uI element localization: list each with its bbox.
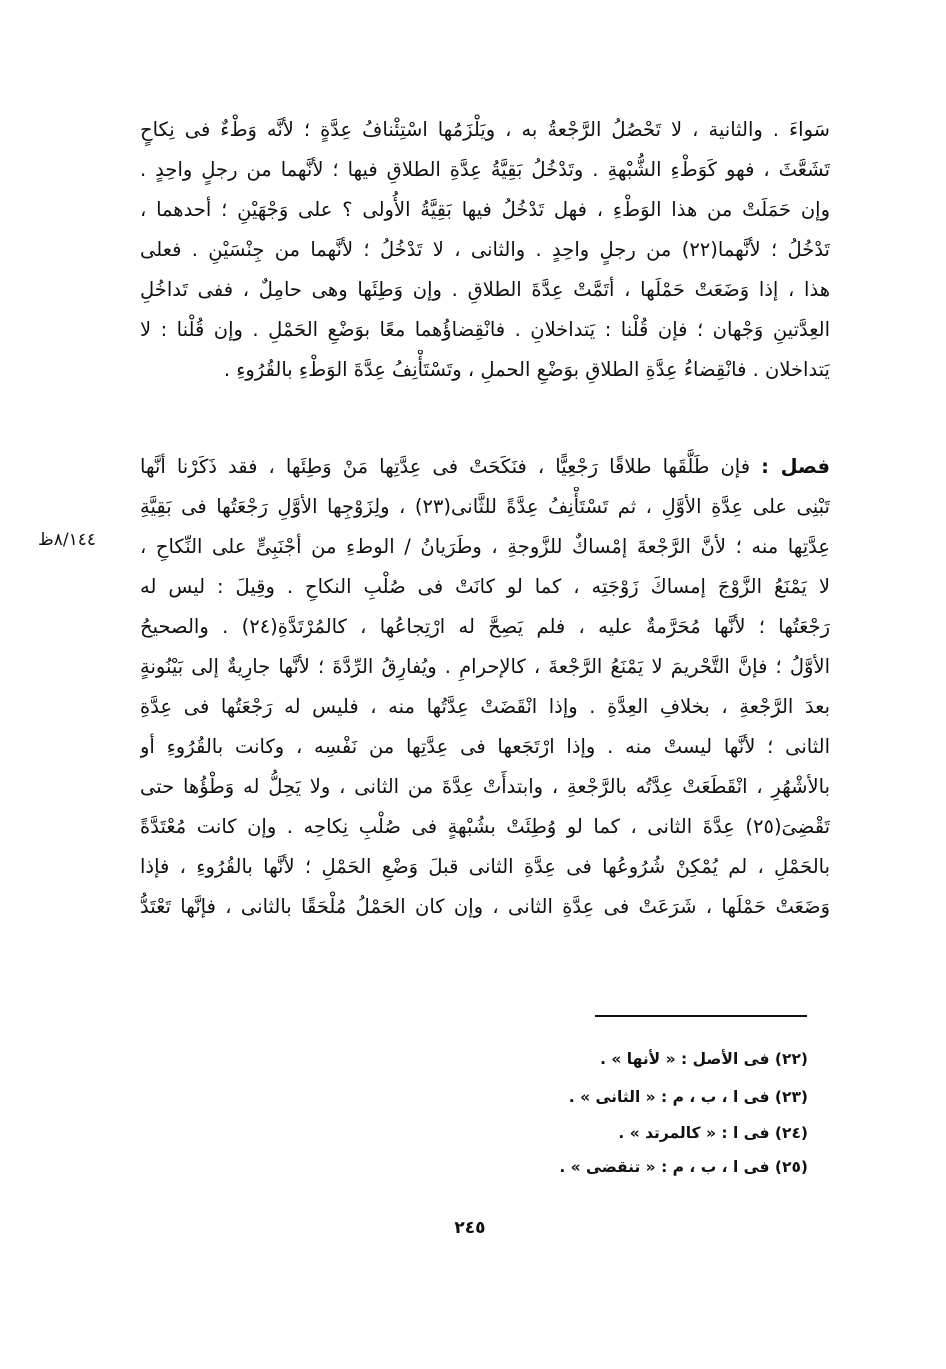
text-line: يَتداخلان . فانْقِضاءُ عِدَّةِ الطلاقِ بوَضْعِ الحملِ ، وتَسْتَأْنِفُ عِدَّةَ الوَطْءِ بالقُرُوءِ .	[223, 358, 830, 381]
margin-reference: ٨/١٤٤ظ	[38, 530, 96, 550]
footnote: (٢٥) فى ا ، ب ، م : « تنقضى » .	[559, 1158, 808, 1176]
text-line: الثانى ؛ لأنَّها ليستْ منه . وإذا ارْتَجَعها فى عِدَّتِها من نَفْسِه ، وكانت بالقُرُوءِ أو	[140, 735, 830, 758]
text-line: سَواءَ . والثانية ، لا تَحْصُلُ الرَّجْعةُ به ، ويَلْزَمُها اسْتِئْنافُ عِدَّةٍ ؛ لأنَّه وَطْءٌ فى نِكاحٍ	[140, 118, 830, 141]
text-line: بالأشْهُرِ ، انْقَطَعَتْ عِدَّتُه بالرَّجْعةِ ، وابتدأَتْ عِدَّةَ من الثانى ، ولا يَحِلُّ له وَطْؤُها حتى	[140, 775, 830, 798]
text-line	[140, 447, 830, 487]
text-line: تَدْخُلُ ؛ لأنَّهما(٢٢) من رجلٍ واحِدٍ . والثانى ، لا تَدْخُلُ ؛ لأنَّهما من جِنْسَيْنِ . فعلى	[140, 238, 830, 261]
section-label: فصل :	[761, 455, 830, 478]
text-line: بعدَ الرَّجْعةِ ، بخلافِ العِدَّةِ . وإذا انْقَضَتْ عِدَّتُها منه ، فليس له رَجْعَتُها فى عِدَّةِ	[140, 695, 830, 718]
text-line: هذا ، إذا وَضَعَتْ حَمْلَها ، أتَمَّتْ عِدَّةَ الطلاقِ . وإن وَطِئَها وهى حامِلٌ ، ففى تَداخُلِ	[140, 278, 830, 301]
text-line: وَضَعَتْ حَمْلَها ، شَرَعَتْ فى عِدَّةِ الثانى ، وإن كان الحَمْلُ مُلْحَقًا بالثانى ، فإنَّها تَعْتَدُّ	[140, 895, 830, 918]
footnote: (٢٤) فى ا : « كالمرتد » .	[618, 1124, 808, 1142]
text-line: وإن حَمَلَتْ من هذا الوَطْءِ ، فهل تَدْخُلُ فيها بَقِيَّةُ الأُولى ؟ على وَجْهَيْنِ ؛ أحدهما ،	[140, 198, 830, 221]
text-line: الأوَّلُ ؛ فإنَّ التَّحْريمَ لا يَمْنَعُ الرَّجْعةَ ، كالإحرامِ . ويُفارِقُ الرِّدَّةَ ؛ لأنَّها جارِيةٌ إلى بَيْنُونةٍ	[140, 655, 830, 678]
text-line: بالحَمْلِ ، لم يُمْكِنْ شُرُوعُها فى عِدَّةِ الثانى قبلَ وَضْعِ الحَمْلِ ؛ لأنَّها بالقُرُوءِ ، فإذا	[140, 855, 830, 878]
text-line: رَجْعَتُها ؛ لأنَّها مُحَرَّمةٌ عليه ، فلم يَصِحَّ له ارْتِجاعُها ، كالمُرْتَدَّةِ(٢٤) . والصحيحُ	[140, 615, 830, 638]
text-line: عِدَّتِها منه ؛ لأنَّ الرَّجْعةَ إمْساكٌ للزَّوجةِ ، وطَرَيانُ / الوطءِ من أجْنَبِىٍّ على النِّكاحِ ،	[140, 535, 830, 558]
text-line: العِدَّتينِ وَجْهان ؛ فإن قُلْنا : يَتداخلانِ . فانْقِضاؤُهما معًا بوَضْعِ الحَمْلِ . وإن قُلْنا : لا	[140, 318, 830, 341]
text-line: تَقْضِىَ(٢٥) عِدَّةَ الثانى ، كما لو وُطِئَتْ بشُبْهةٍ فى صُلْبِ نِكاحِه . وإن كانت مُعْتَدَّةً	[140, 815, 830, 838]
footnote: (٢٢) فى الأصل : « لأنها » .	[600, 1050, 808, 1068]
footnote: (٢٣) فى ا ، ب ، م : « الثانى » .	[568, 1088, 808, 1106]
text-line: تَشَعَّثَ ، فهو كَوَطْءِ الشُّبْهةِ . وتَدْخُلُ بَقِيَّةُ عِدَّةِ الطلاقِ فيها ؛ لأنَّهما من رجلٍ واحِدٍ .	[140, 158, 830, 181]
text-span: فإن طَلَّقَها طلاقًا رَجْعِيًّا ، فنَكَحَتْ فى عِدَّتِها مَنْ وَطِئَها ، فقد ذَكَرْنا أنَّها	[140, 455, 751, 478]
text-line: لا يَمْنَعُ الزَّوْجَ إمساكَ زَوْجَتِه ، كما لو كانَتْ فى صُلْبِ النكاحِ . وقِيلَ : ليس له	[140, 575, 830, 598]
text-line: تَبْنِى على عِدَّةِ الأوَّلِ ، ثم تَسْتَأْنِفُ عِدَّةً للثَّانى(٢٣) ، ولِزَوْجِها الأوَّلِ رَجْعَتُها فى بَقِيَّةِ	[140, 495, 830, 518]
footnote-separator	[595, 1015, 807, 1017]
page-number: ٢٤٥	[454, 1218, 486, 1238]
